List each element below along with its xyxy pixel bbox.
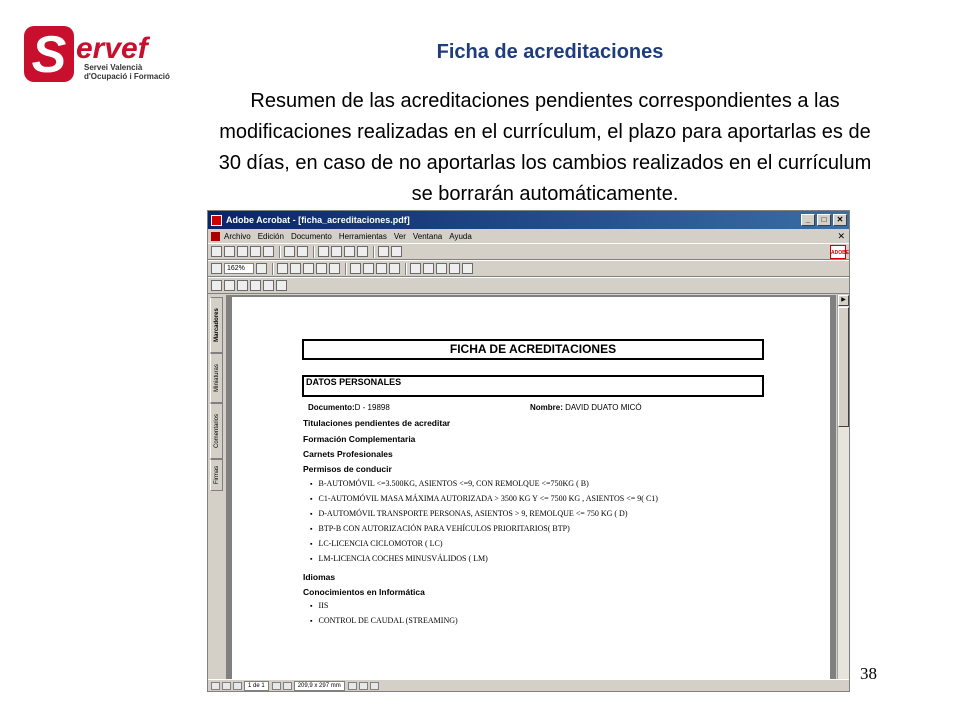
tab-label: Firmas <box>213 465 220 485</box>
scroll-up-arrow-icon[interactable]: ▶ <box>838 295 849 306</box>
menu-documento[interactable]: Documento <box>290 231 332 241</box>
previous-page-status-icon[interactable] <box>233 682 242 690</box>
category-carnets: Carnets Profesionales <box>303 449 393 459</box>
document-menu-icon[interactable] <box>211 232 220 241</box>
form-tool-icon[interactable] <box>211 280 222 291</box>
toolbar-view <box>208 260 849 277</box>
nav-pane-toggle-icon[interactable] <box>211 682 220 690</box>
permisos-list <box>310 476 658 566</box>
facing-icon[interactable] <box>370 682 379 690</box>
slide-title: Ficha de acreditaciones <box>436 41 664 63</box>
section-datos-personales: DATOS PERSONALES <box>302 375 764 397</box>
article-tool-icon[interactable] <box>237 280 248 291</box>
list-item: ▪ B-AUTOMÓVIL <=3.500KG, ASIENTOS <=9, CON REMOLQUE <=750KG ( B) <box>310 476 658 491</box>
tab-label: Miniaturas <box>213 364 220 392</box>
movie-tool-icon[interactable] <box>263 280 274 291</box>
category-formacion: Formación Complementaria <box>303 434 416 444</box>
slide-description: Resumen de las acreditaciones pendientes correspondientes a las modificaciones realizadas en el currículum, el plazo para aportarlas es de 30 días, en caso de no aportarlas los cambios realizados en el currículum se borrarán automáticamente. <box>218 90 872 205</box>
informatica-list <box>310 598 458 628</box>
logo-word: ervef <box>76 32 148 65</box>
documento-value: D - 19898 <box>354 403 390 412</box>
list-item: ▪ C1-AUTOMÓVIL MASA MÁXIMA AUTORIZADA > 3500 KG Y <= 7500 KG , ASIENTOS <= 9( C1) <box>310 491 658 506</box>
search-icon[interactable] <box>263 246 274 257</box>
nombre-value: DAVID DUATO MICÓ <box>565 403 642 412</box>
navigation-tabs <box>210 297 224 677</box>
list-item: ▪ LM-LICENCIA COCHES MINUSVÁLIDOS ( LM) <box>310 551 658 566</box>
last-page-status-icon[interactable] <box>283 682 292 690</box>
list-item: ▪ IIS <box>310 598 458 613</box>
acrobat-app-icon <box>211 215 222 226</box>
document-view[interactable] <box>226 295 836 681</box>
toolbar-tools <box>208 277 849 294</box>
status-bar <box>208 679 849 691</box>
tab-marcadores[interactable] <box>210 297 223 353</box>
zoom-tool-icon[interactable] <box>363 263 374 274</box>
toolbar-separator <box>405 263 407 275</box>
category-titulaciones: Titulaciones pendientes de acreditar <box>303 418 451 428</box>
workspace <box>208 295 849 681</box>
document-close-icon[interactable]: ✕ <box>837 230 845 241</box>
email-icon[interactable] <box>250 246 261 257</box>
menu-herramientas[interactable]: Herramientas <box>338 231 387 241</box>
acrobat-window <box>207 210 850 692</box>
next-page-icon[interactable] <box>344 246 355 257</box>
back-icon[interactable] <box>378 246 389 257</box>
next-page-status-icon[interactable] <box>272 682 281 690</box>
page-size-indicator: 209,9 x 297 mm <box>294 681 345 691</box>
page-indicator[interactable]: 1 de 1 <box>244 681 269 691</box>
link-tool-icon[interactable] <box>224 280 235 291</box>
last-page-icon[interactable] <box>357 246 368 257</box>
category-informatica: Conocimientos en Informática <box>303 587 425 597</box>
highlight-tool-icon[interactable] <box>436 263 447 274</box>
logo-subtitle-2: d'Ocupació i Formació <box>84 72 170 81</box>
tab-firmas[interactable] <box>210 459 223 491</box>
nombre-label: Nombre: <box>530 403 563 412</box>
signature-icon[interactable] <box>449 263 460 274</box>
tab-label: Marcadores <box>213 308 220 342</box>
list-item: ▪ D-AUTOMÓVIL TRANSPORTE PERSONAS, ASIENTOS > 9, REMOLQUE <= 750 KG ( D) <box>310 506 658 521</box>
list-item: ▪ CONTROL DE CAUDAL (STREAMING) <box>310 613 458 628</box>
category-permisos: Permisos de conducir <box>303 464 392 474</box>
crop-tool-icon[interactable] <box>250 280 261 291</box>
close-button[interactable]: ✕ <box>833 214 847 226</box>
menu-ventana[interactable]: Ventana <box>412 231 443 241</box>
first-page-status-icon[interactable] <box>222 682 231 690</box>
list-item: ▪ LC-LICENCIA CICLOMOTOR ( LC) <box>310 536 658 551</box>
adobe-logo-icon: ADOBE <box>830 245 846 259</box>
pdf-page <box>232 297 830 687</box>
vertical-scrollbar[interactable] <box>837 295 849 681</box>
menu-edicion[interactable]: Edición <box>257 231 284 241</box>
open-icon[interactable] <box>211 246 222 257</box>
toolbar-separator <box>373 246 375 258</box>
rotate-icon[interactable] <box>329 263 340 274</box>
tab-label: Comentarios <box>213 413 220 449</box>
maximize-button[interactable]: □ <box>817 214 831 226</box>
menu-ver[interactable]: Ver <box>393 231 406 241</box>
toolbar-separator <box>313 246 315 258</box>
servef-logo <box>24 24 174 86</box>
pencil-tool-icon[interactable] <box>423 263 434 274</box>
menu-ayuda[interactable]: Ayuda <box>449 231 472 241</box>
toolbar-separator <box>272 263 274 275</box>
menu-bar <box>208 229 849 243</box>
text-tool-icon[interactable] <box>389 263 400 274</box>
find-icon[interactable] <box>284 246 295 257</box>
reflow-icon[interactable] <box>316 263 327 274</box>
documento-field <box>308 403 390 412</box>
single-page-icon[interactable] <box>348 682 357 690</box>
save-icon[interactable] <box>224 246 235 257</box>
fit-page-icon[interactable] <box>290 263 301 274</box>
slide-page-number: 38 <box>860 664 877 683</box>
minimize-button[interactable]: _ <box>801 214 815 226</box>
first-page-icon[interactable] <box>318 246 329 257</box>
view-icon[interactable] <box>297 246 308 257</box>
zoom-in-icon[interactable] <box>256 263 267 274</box>
tab-miniaturas[interactable] <box>210 353 223 403</box>
hand-tool-icon[interactable] <box>350 263 361 274</box>
toolbar-file <box>208 243 849 260</box>
select-text-icon[interactable] <box>376 263 387 274</box>
previous-page-icon[interactable] <box>331 246 342 257</box>
forward-icon[interactable] <box>391 246 402 257</box>
title-bar <box>208 211 849 229</box>
toolbar-separator <box>345 263 347 275</box>
logo-subtitle-1: Servei Valencià <box>84 63 143 72</box>
toolbar-separator <box>279 246 281 258</box>
touchup-text-icon[interactable] <box>276 280 287 291</box>
nombre-field <box>530 403 642 412</box>
zoom-level-field[interactable]: 162% <box>224 263 254 274</box>
fit-width-icon[interactable] <box>303 263 314 274</box>
doc-heading: FICHA DE ACREDITACIONES <box>302 339 764 360</box>
logo-letter: S <box>31 26 67 84</box>
scroll-thumb[interactable] <box>838 307 849 427</box>
print-icon[interactable] <box>237 246 248 257</box>
category-idiomas: Idiomas <box>303 572 336 582</box>
tab-comentarios[interactable] <box>210 403 223 459</box>
menu-archivo[interactable]: Archivo <box>224 231 251 241</box>
documento-label: Documento: <box>308 403 355 412</box>
list-item: ▪ BTP-B CON AUTORIZACIÓN PARA VEHÍCULOS PRIORITARIOS( BTP) <box>310 521 658 536</box>
zoom-out-icon[interactable] <box>211 263 222 274</box>
note-tool-icon[interactable] <box>410 263 421 274</box>
continuous-icon[interactable] <box>359 682 368 690</box>
edit-icon[interactable] <box>462 263 473 274</box>
window-title: Adobe Acrobat - [ficha_acreditaciones.pdf] <box>226 215 410 225</box>
actual-size-icon[interactable] <box>277 263 288 274</box>
